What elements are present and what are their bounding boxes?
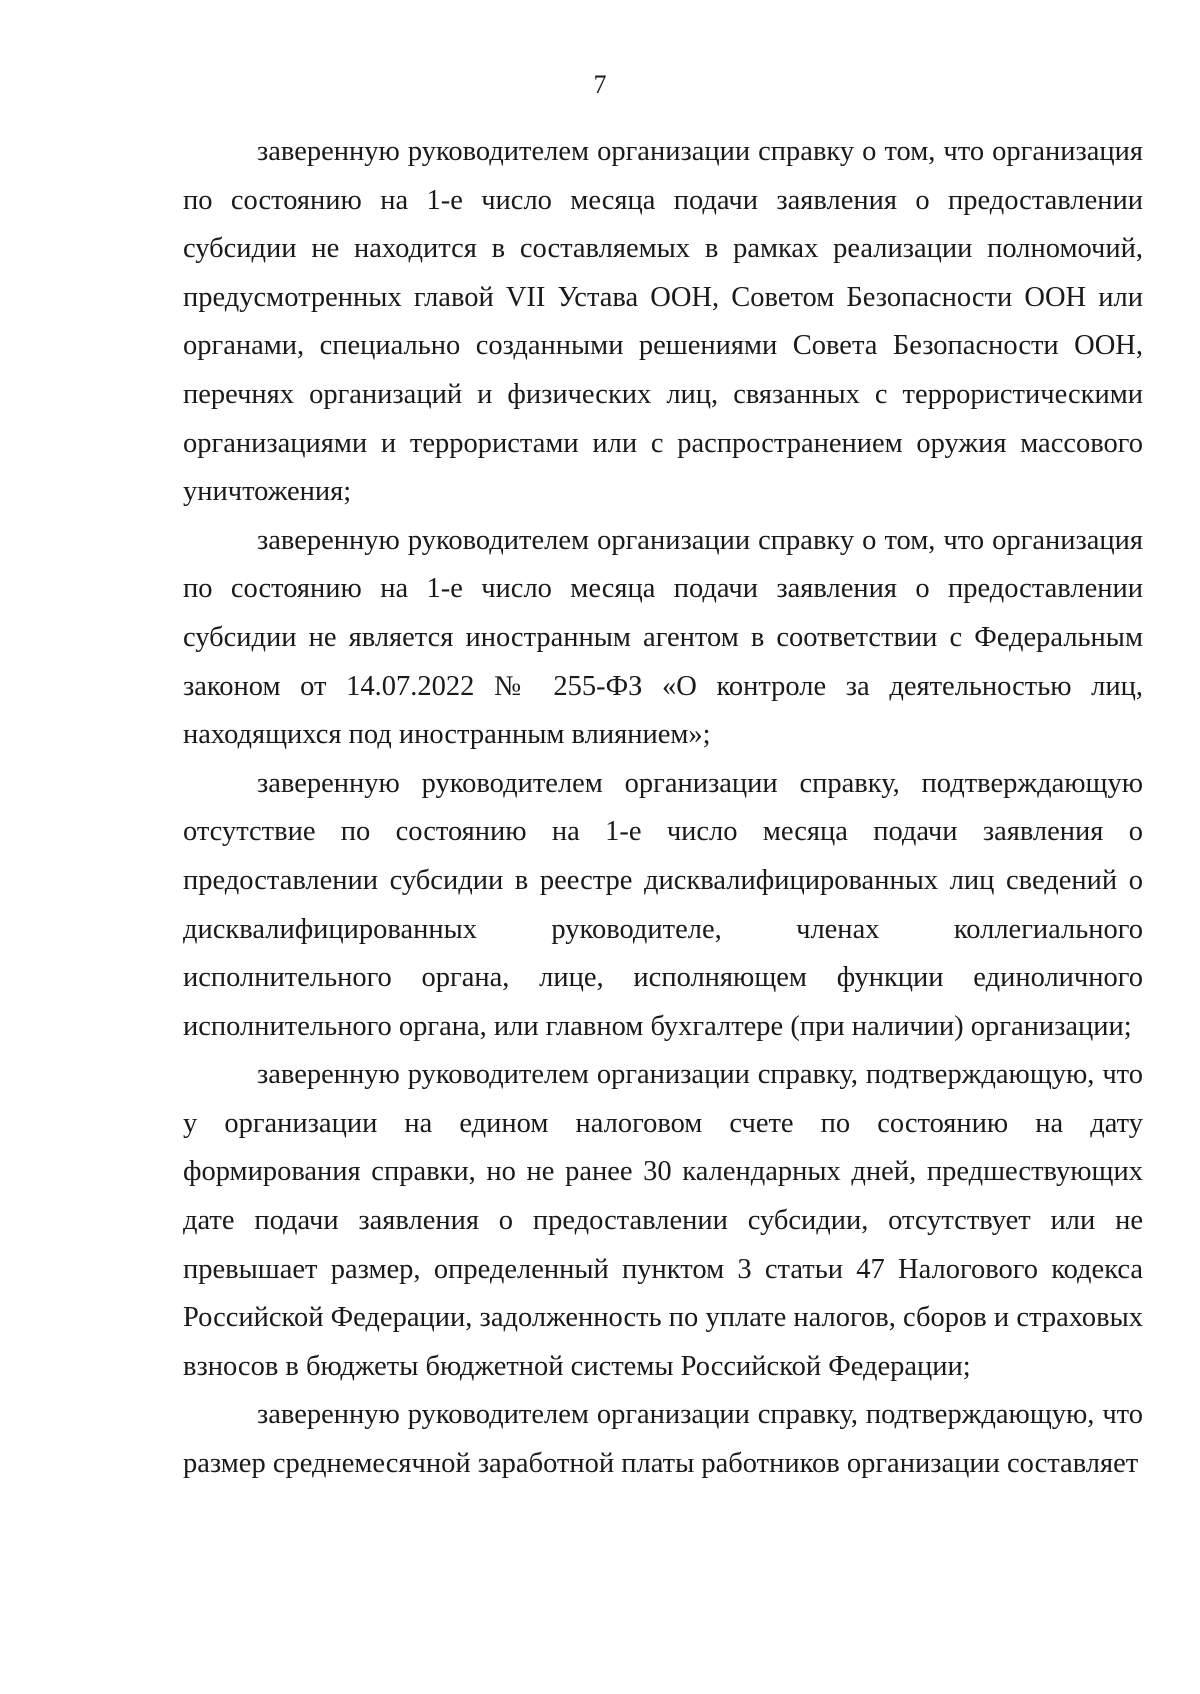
paragraph-average-salary-certificate: заверенную руководителем организации справку, подтверждающую, что размер среднемесячной заработной платы работников организации составляет xyxy=(183,1399,1143,1480)
paragraph-un-sanctions-certificate: заверенную руководителем организации справку о том, что организация по состоянию на 1-е число месяца подачи заявления о предоставлении субсидии не находится в составляемых в рамках реализации полномочий, предусмотренных главой VII Устава ООН, Советом Безопасности ООН или органами, специально созданными решениями Совета Безопасности ООН, перечнях организаций и физических лиц, связанных с террористическими организациями и террористами или с распространением оружия массового уничтожения; xyxy=(183,136,1143,508)
document-body xyxy=(183,128,1143,1489)
page-number: 7 xyxy=(593,70,607,99)
paragraph-tax-debt-certificate: заверенную руководителем организации справку, подтверждающую, что у организации на едином налоговом счете по состоянию на дату формирования справки, но не ранее 30 календарных дней, предшествующих дате подачи заявления о предоставлении субсидии, отсутствует или не превышает размер, определенный пунктом 3 статьи 47 Налогового кодекса Российской Федерации, задолженность по уплате налогов, сборов и страховых взносов в бюджеты бюджетной системы Российской Федерации; xyxy=(183,1059,1143,1382)
paragraph-foreign-agent-certificate: заверенную руководителем организации справку о том, что организация по состоянию на 1-е число месяца подачи заявления о предоставлении субсидии не является иностранным агентом в соответствии с Федеральным законом от 14.07.2022 № 255-ФЗ «О контроле за деятельностью лиц, находящихся под иностранным влиянием»; xyxy=(183,524,1143,751)
paragraph-disqualified-persons-certificate: заверенную руководителем организации справку, подтверждающую отсутствие по состоянию на 1-е число месяца подачи заявления о предоставлении субсидии в реестре дисквалифицированных лиц сведений о дисквалифицированных руководителе, членах коллегиального исполнительного органа, лице, исполняющем функции единоличного исполнительного органа, или главном бухгалтере (при наличии) организации; xyxy=(183,767,1143,1042)
